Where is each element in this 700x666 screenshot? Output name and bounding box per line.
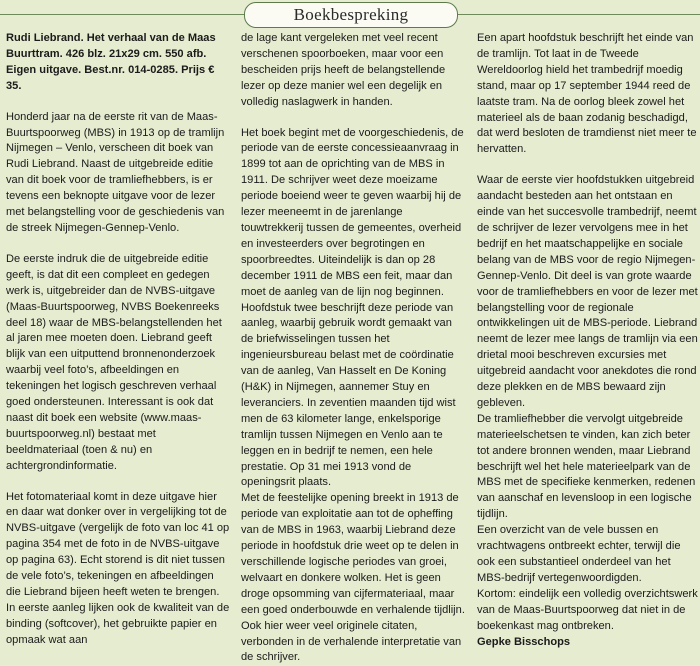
paragraph: De tramliefhebber die vervolgt uitgebreide materieelschetsen te vinden, kan zich beter tot andere bronnen wenden, maar Liebrand beschrijft wel het hele materieelpark van de MBS met de specifieke kenmerken, redenen van aanschaf en levensloop in een logische tijdlijn.: [477, 412, 696, 521]
paragraph: Honderd jaar na de eerste rit van de Maas-Buurtspoorweg (MBS) in 1913 op de tramlijn Nijmegen – Venlo, verscheen dit boek van Rudi Liebrand. Naast de uitgebreide editie van dit boek voor de tramliefhebbers, is er tevens een beknopte uitgave voor de lezer met belangstelling voor de geschiedenis van de streek Nijmegen-Gennep-Venlo.: [6, 110, 225, 234]
paragraph: Het fotomateriaal komt in deze uitgave hier en daar wat donker over in vergelijking tot de NVBS-uitgave (vergelijk de foto van loc 41 op pagina 354 met de foto in de NVBS-uitgave op pagina 63). Echt storend is dit niet tussen de vele foto’s, tekeningen en afbeeldingen die Liebrand bijeen heeft weten te brengen. In eerste aanleg lijken ook de kwaliteit van de binding (softcover), het gebruikte papier en opmaak wat aan: [6, 490, 230, 646]
book-info: Rudi Liebrand. Het verhaal van de Maas Buurttram. 426 blz. 21x29 cm. 550 afb. Eigen uitgave. Best.nr. 014-0285. Prijs € 35.: [6, 32, 216, 92]
paragraph: Met de feestelijke opening breekt in 1913 de periode van exploitatie aan tot de opheffing van de MBS in 1963, waarbij Liebrand deze periode in hoofdstuk drie weet op te delen in verschillende logische periodes van groei, welvaart en donkere wolken. Het is geen droge opsomming van cijfermateriaal, maar een goed onderbouwde en verhalende tijdlijn. Ook hier weer veel originele citaten, verbonden in de verhalende interpretatie van de schrijver.: [241, 492, 465, 664]
paragraph: de lage kant vergeleken met veel recent verschenen spoorboeken, maar voor een bescheiden prijs heeft de belangstellende lezer op deze manier wel een degelijk en volledig naslagwerk in handen.: [241, 32, 446, 108]
column-2: [241, 31, 465, 666]
paragraph: Een apart hoofdstuk beschrijft het einde van de tramlijn. Tot laat in de Tweede Wereldoorlog hield het trambedrijf moedig stand, maar op 17 september 1944 reed de laatste tram. Na de oorlog bleek zowel het materieel als de baan zodanig beschadigd, dat werd besloten de tramdienst niet meer te hervatten.: [477, 32, 697, 156]
paragraph: Een overzicht van de vele bussen en vrachtwagens ontbreekt echter, terwijl die ook een substantieel onderdeel van het MBS-bedrijf vertegenwoordigden.: [477, 524, 681, 584]
paragraph: Waar de eerste vier hoofdstukken uitgebreid aandacht besteden aan het ontstaan en einde van het succesvolle trambedrijf, neemt de schrijver de lezer vervolgens mee in het bedrijf en het maatschappelijke en sociale belang van de MBS voor de regio Nijmegen-Gennep-Venlo. Dit deel is van grote waarde voor de tramliefhebbers en voor de lezer met belangstelling voor de regionale ontwikkelingen uit de MBS-periode. Liebrand neemt de lezer mee langs de tramlijn via een drietal mooi beschreven excursies met uitgebreid aandacht voor anekdotes die rond deze plekken en de MBS bewaard zijn gebleven.: [477, 174, 698, 409]
paragraph: Het boek begint met de voorgeschiedenis, de periode van de eerste concessieaanvraag in 1899 tot aan de oprichting van de MBS in 1911. De schrijver weet deze moeizame periode boeiend weer te geven waarbij hij de lezer meeneemt in de jarenlange touwtrekkerij tussen de gemeentes, overheid en investeerders over begrotingen en spoorbreedtes. Uiteindelijk is dan op 28 december 1911 de MBS een feit, maar dan moet de aanleg van de lijn nog beginnen.: [241, 126, 464, 298]
paragraph: De eerste indruk die de uitgebreide editie geeft, is dat dit een compleet en gedegen werk is, uitgebreider dan de NVBS-uitgave (Maas-Buurtspoorweg, NVBS Boekenreeks deel 18) waar de MBS-belangstellenden het al jaren mee moeten doen. Liebrand geeft blijk van een uitputtend bronnenonderzoek waarbij veel foto’s, afbeeldingen en tekeningen het logisch geschreven verhaal goed ondersteunen. Interessant is ook dat naast dit boek een website (www.maas-buurtspoorweg.nl) bestaat met beeldmateriaal (toen & nu) en achtergrondinformatie.: [6, 252, 222, 472]
paragraph: Kortom: eindelijk een volledig overzichtswerk van de Maas-Buurtspoorweg dat niet in de boekenkast mag ontbreken.: [477, 587, 698, 632]
author-name: Gepke Bisschops: [477, 635, 571, 648]
column-3: [477, 31, 700, 650]
paragraph: Hoofdstuk twee beschrijft deze periode van aanleg, waarbij gebruik wordt gemaakt van de briefwisselingen tussen het ingenieursbureau belast met de coördinatie van de aanleg, Van Hasselt en De Koning (H&K) in Nijmegen, aannemer Stuy en leveranciers. In zeventien maanden tijd wist men de 63 kilometer lange, enkelsporige tramlijn tussen Nijmegen en Venlo aan te leggen en in bedrijf te nemen, een hele prestatie. Op 31 mei 1913 vond de openingsrit plaats.: [241, 301, 456, 489]
column-1: [6, 31, 230, 649]
section-title: Boekbespreking: [244, 2, 458, 28]
